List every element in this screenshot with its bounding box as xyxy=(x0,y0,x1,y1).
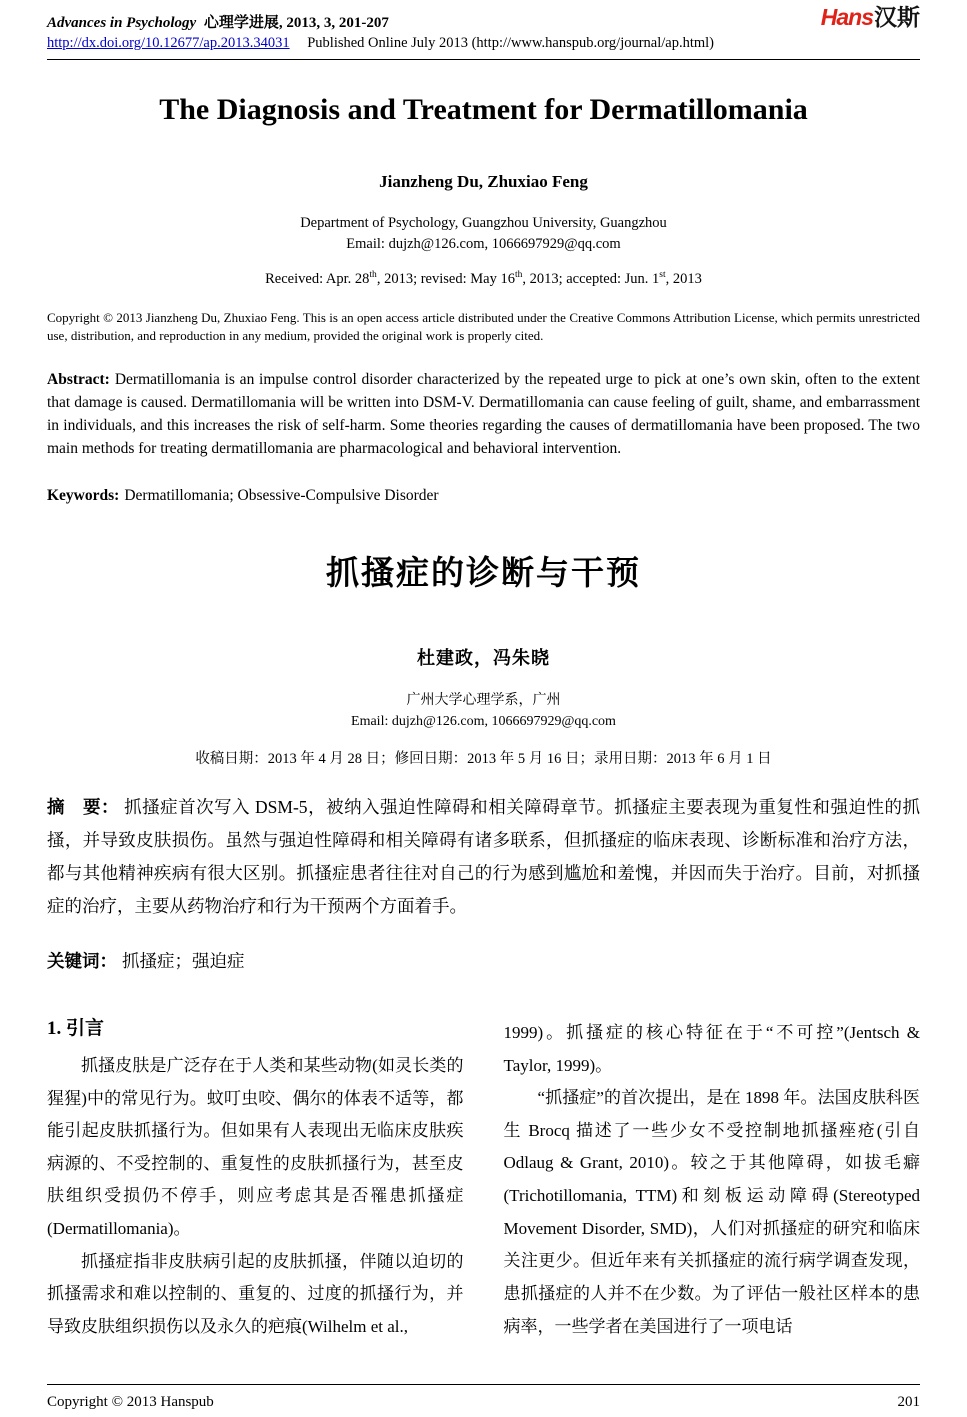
journal-name-english: Advances in Psychology xyxy=(47,15,197,31)
received-superscript: st xyxy=(659,270,666,281)
received-part: Received: Apr. 28 xyxy=(265,271,370,288)
footer-divider xyxy=(47,1384,920,1385)
abstract-english xyxy=(47,369,920,460)
dates-chinese: 收稿日期：2013 年 4 月 28 日；修回日期：2013 年 5 月 16 日；录用日期：2013 年 6 月 1 日 xyxy=(195,751,772,768)
page-number: 201 xyxy=(897,1394,920,1410)
abstract-label: Abstract: xyxy=(47,371,110,389)
page-footer xyxy=(47,1394,920,1411)
logo-text-hans: Hans xyxy=(820,4,873,30)
body-two-columns xyxy=(47,1013,920,1344)
doi-link[interactable]: http://dx.doi.org/10.12677/ap.2013.34031 xyxy=(47,35,290,51)
published-online-text: Published Online July 2013 (http://www.hanspub.org/journal/ap.html) xyxy=(307,35,715,51)
paper-title-chinese: 抓搔症的诊断与干预 xyxy=(326,556,641,593)
authors-english: Jianzheng Du, Zhuxiao Feng xyxy=(379,172,588,191)
body-paragraph: 抓搔皮肤是广泛存在于人类和某些动物(如灵长类的猩猩)中的常见行为。蚊叮虫咬、偶尔的体表不适等，都能引起皮肤抓搔行为。但如果有人表现出无临床皮肤疾病源的、不受控制的、重复性的皮肤抓搔行为，甚至皮肤组织受损仍不停手，则应考虑其是否罹患抓搔症(Dermatillomania)。 xyxy=(47,1055,464,1239)
logo-text-hansi: 汉斯 xyxy=(874,4,920,30)
header-divider xyxy=(47,59,920,60)
affiliation-english: Department of Psychology, Guangzhou University, Guangzhou xyxy=(300,215,667,231)
affiliation-chinese: 广州大学心理学系，广州 xyxy=(406,693,561,709)
journal-name xyxy=(47,6,389,32)
footer-copyright: Copyright © 2013 Hanspub xyxy=(47,1394,214,1410)
email-english: Email: dujzh@126.com, 1066697929@qq.com xyxy=(346,235,621,252)
authors-chinese: 杜建政，冯朱晓 xyxy=(417,648,550,669)
affiliation-block-english xyxy=(47,213,920,254)
keywords-text: Dermatillomania; Obsessive-Compulsive Disorder xyxy=(124,487,439,505)
keywords-label: Keywords: xyxy=(47,487,120,505)
received-superscript: th xyxy=(514,270,523,281)
header-row-journal xyxy=(47,6,920,32)
abstract-chinese-text: 抓搔症首次写入 DSM-5，被纳入强迫性障碍和相关障碍章节。抓搔症主要表现为重复性和强迫性的抓搔，并导致皮肤损伤。虽然与强迫性障碍和相关障碍有诸多联系，但抓搔症的临床表现、诊断标准和治疗方法，都与其他精神疾病有很大区别。抓搔症患者往往对自己的行为感到尴尬和羞愧，并因而失于治疗。目前，对抓搔症的治疗，主要从药物治疗和行为干预两个方面着手。 xyxy=(47,797,920,917)
body-column-left xyxy=(47,1013,464,1344)
received-part: , 2013 xyxy=(665,271,702,288)
header-row-doi xyxy=(47,35,920,52)
affiliation-block-chinese xyxy=(47,690,920,732)
journal-name-chinese: 心理学进展, 2013, 3, 201-207 xyxy=(203,15,389,31)
keywords-chinese-text: 抓搔症；强迫症 xyxy=(122,950,245,971)
paper-title-english: The Diagnosis and Treatment for Dermatillomania xyxy=(159,93,808,126)
hans-publisher-logo xyxy=(821,6,920,29)
body-paragraph: 抓搔症指非皮肤病引起的皮肤抓搔，伴随以迫切的抓搔需求和难以控制的、重复的、过度的抓搔行为，并导致皮肤组织损伤以及永久的疤痕(Wilhelm et al., xyxy=(47,1251,464,1336)
received-line xyxy=(47,271,920,288)
email-chinese: Email: dujzh@126.com, 1066697929@qq.com xyxy=(351,714,616,730)
abstract-text: Dermatillomania is an impulse control disorder characterized by the repeated urge to pick at one’s own skin, often to the extent that damage is caused. Dermatillomania will be written into DSM-V. Dermatillomania can cause feeling of guilt, shame, and embarrassment in individuals, and this increases the risk of self-harm. Some theories regarding the causes of dermatillomania have been proposed. The two main methods for treating dermatillomania are pharmacological and behavioral intervention. xyxy=(47,371,920,457)
received-part: , 2013; accepted: Jun. 1 xyxy=(522,271,660,288)
page-header xyxy=(47,6,920,52)
body-paragraph: “抓搔症”的首次提出，是在 1898 年。法国皮肤科医生 Brocq 描述了一些少女不受控制地抓搔痤疮(引自 Odlaug & Grant, 2010)。较之于其他障碍，如拔毛癖(Trichotillomania, TTM)和刻板运动障碍(Stereotyped Movement Disorder, SMD)，人们对抓搔症的研究和临床关注更少。但近年来有关抓搔症的流行病学调查发现，患抓搔症的人并不在少数。为了评估一般社区样本的患病率，一些学者在美国进行了一项电话 xyxy=(503,1088,920,1336)
copyright-notice: Copyright © 2013 Jianzheng Du, Zhuxiao Feng. This is an open access article distributed under the Creative Commons Attribution License, which permits unrestricted use, distribution, and reproduction in any medium, provided the original work is properly cited. xyxy=(47,310,920,343)
section-heading-introduction: 1. 引言 xyxy=(47,1017,105,1039)
abstract-chinese xyxy=(47,791,920,923)
received-part: , 2013; revised: May 16 xyxy=(376,271,515,288)
body-column-right xyxy=(504,1013,921,1344)
keywords-chinese-label: 关键词： xyxy=(47,950,117,971)
keywords-english xyxy=(47,487,920,505)
received-superscript: th xyxy=(369,270,377,281)
keywords-chinese xyxy=(47,948,920,973)
abstract-chinese-label: 摘 要： xyxy=(47,797,120,818)
body-paragraph: 1999)。抓搔症的核心特征在于“不可控”(Jentsch & Taylor, 1999)。 xyxy=(503,1022,920,1075)
